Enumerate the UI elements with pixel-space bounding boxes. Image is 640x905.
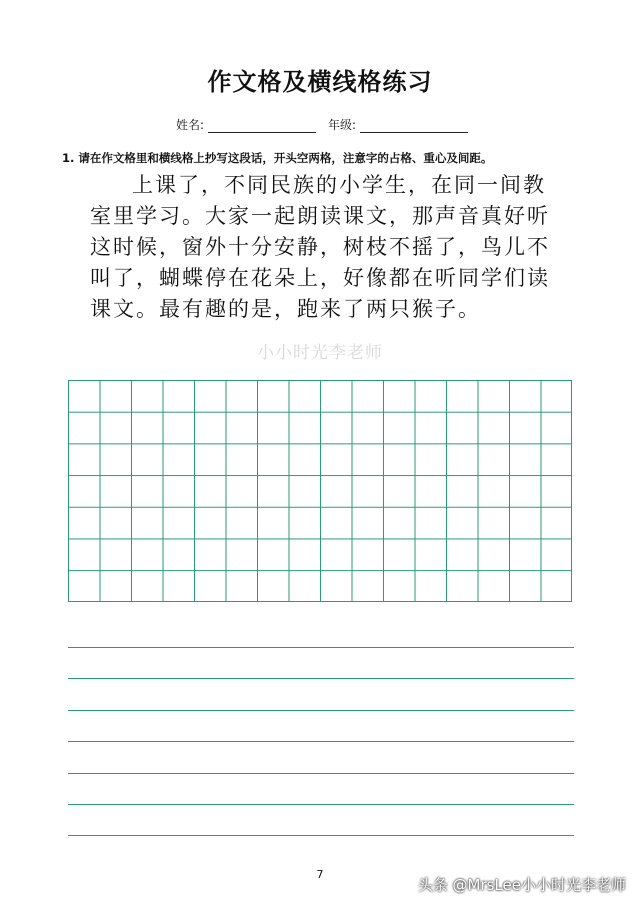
writing-line — [68, 804, 574, 805]
passage-line: 课文。最有趣的是，跑来了两只猴子。 — [90, 297, 481, 321]
writing-line — [68, 741, 574, 742]
writing-line — [68, 710, 574, 711]
name-blank-line — [208, 118, 316, 133]
passage-line: 这时候，窗外十分安静，树枝不摇了，鸟儿不 — [90, 235, 550, 259]
writing-line — [68, 678, 574, 679]
page-title: 作文格及横线格练习 — [207, 68, 433, 96]
passage-line: 室里学习。大家一起朗读课文，那声音真好听 — [90, 204, 550, 228]
composition-grid — [68, 380, 572, 602]
grade-field — [328, 116, 468, 133]
passage-line: 叫了，蝴蝶停在花朵上，好像都在听同学们读 — [90, 266, 550, 290]
name-label: 姓名: — [176, 118, 205, 132]
source-credit: 头条 @MrsLee小小时光李老师 — [417, 876, 626, 894]
page-number: 7 — [316, 868, 324, 881]
passage-line: 上课了，不同民族的小学生，在同一间教 — [132, 173, 546, 197]
writing-line — [68, 647, 574, 648]
writing-line — [68, 773, 574, 774]
writing-line — [68, 835, 574, 836]
grade-label: 年级: — [328, 118, 357, 132]
watermark: 小小时光李老师 — [257, 343, 383, 363]
grade-blank-line — [360, 118, 468, 133]
passage — [90, 170, 590, 325]
instruction-text: 1. 请在作文格里和横线格上抄写这段话，开头空两格，注意字的占格、重心及间距。 — [62, 151, 493, 165]
name-field — [176, 116, 316, 133]
